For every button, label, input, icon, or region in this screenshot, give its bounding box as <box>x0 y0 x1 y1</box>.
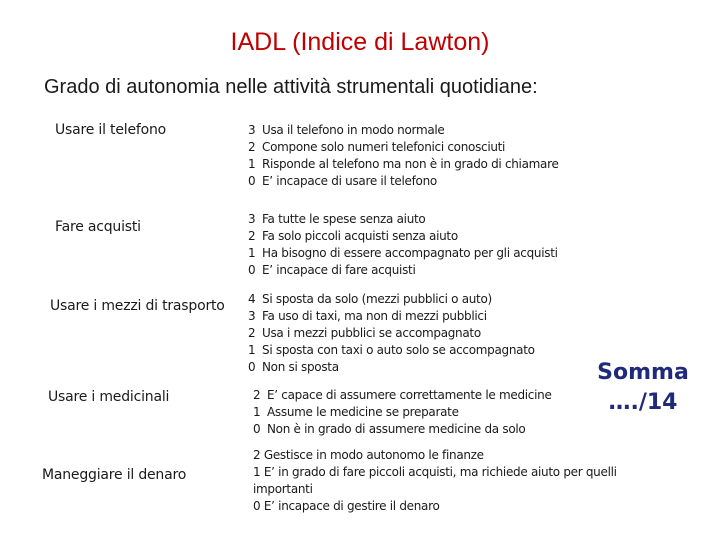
option-row <box>253 404 552 421</box>
option-text: Fa solo piccoli acquisti senza aiuto <box>262 229 458 243</box>
option-text: Risponde al telefono ma non è in grado di chiamare <box>262 157 559 171</box>
scale-medicinali <box>253 387 552 438</box>
option-text: Usa i mezzi pubblici se accompagnato <box>262 326 481 340</box>
scale-denaro <box>253 447 617 515</box>
option-line: 2 Gestisce in modo autonomo le finanze <box>253 448 484 462</box>
option-row <box>248 291 535 308</box>
option-row <box>253 421 552 438</box>
option-score: 4 <box>248 292 256 306</box>
option-row <box>248 173 559 190</box>
option-line: 0 E’ incapace di gestire il denaro <box>253 499 440 513</box>
activity-label-trasporto: Usare i mezzi di trasporto <box>50 298 225 314</box>
option-text: E’ capace di assumere correttamente le medicine <box>267 388 552 402</box>
activity-label-medicinali: Usare i medicinali <box>48 389 170 405</box>
option-row <box>253 387 552 404</box>
option-score: 2 <box>248 326 256 340</box>
option-row <box>248 325 535 342</box>
sum-value: …./14 <box>608 390 678 415</box>
option-row <box>248 156 559 173</box>
option-text: Fa uso di taxi, ma non di mezzi pubblici <box>262 309 487 323</box>
option-row <box>248 211 558 228</box>
scale-trasporto <box>248 291 535 376</box>
option-text: Usa il telefono in modo normale <box>262 123 445 137</box>
option-score: 0 <box>248 174 256 188</box>
option-row <box>248 122 559 139</box>
option-text: E’ incapace di fare acquisti <box>262 263 416 277</box>
option-score: 0 <box>253 422 261 436</box>
option-text: Fa tutte le spese senza aiuto <box>262 212 426 226</box>
page-subtitle: Grado di autonomia nelle attività strumentali quotidiane: <box>44 76 538 98</box>
option-row <box>248 342 535 359</box>
option-text: E’ incapace di usare il telefono <box>262 174 437 188</box>
option-line: 1 E’ in grado di fare piccoli acquisti, ma richiede aiuto per quelli <box>253 465 617 479</box>
option-score: 1 <box>248 343 256 357</box>
option-score: 2 <box>248 140 256 154</box>
option-score: 0 <box>248 263 256 277</box>
option-score: 3 <box>248 309 256 323</box>
activity-label-denaro: Maneggiare il denaro <box>42 467 187 483</box>
option-score: 1 <box>248 157 256 171</box>
option-row <box>248 262 558 279</box>
option-text: Si sposta da solo (mezzi pubblici o auto) <box>262 292 492 306</box>
scale-acquisti <box>248 211 558 279</box>
option-text: Non si sposta <box>262 360 339 374</box>
option-score: 2 <box>248 229 256 243</box>
option-row <box>248 308 535 325</box>
option-score: 0 <box>248 360 256 374</box>
option-text: Ha bisogno di essere accompagnato per gli acquisti <box>262 246 558 260</box>
option-text: Compone solo numeri telefonici conosciuti <box>262 140 506 154</box>
option-score: 1 <box>253 405 261 419</box>
total-score <box>593 358 693 418</box>
option-row <box>248 359 535 376</box>
activity-label-acquisti: Fare acquisti <box>55 219 141 235</box>
scale-telefono <box>248 122 559 190</box>
option-score: 1 <box>248 246 256 260</box>
option-line: importanti <box>253 482 313 496</box>
option-row <box>248 228 558 245</box>
option-text: Non è in grado di assumere medicine da solo <box>267 422 526 436</box>
option-row <box>248 139 559 156</box>
option-score: 3 <box>248 123 256 137</box>
page-title: IADL (Indice di Lawton) <box>230 28 490 56</box>
option-text: Si sposta con taxi o auto solo se accompagnato <box>262 343 535 357</box>
activity-label-telefono: Usare il telefono <box>55 122 166 138</box>
option-score: 3 <box>248 212 256 226</box>
sum-label: Somma <box>597 360 689 385</box>
option-row <box>248 245 558 262</box>
option-score: 2 <box>253 388 261 402</box>
option-text: Assume le medicine se preparate <box>267 405 459 419</box>
